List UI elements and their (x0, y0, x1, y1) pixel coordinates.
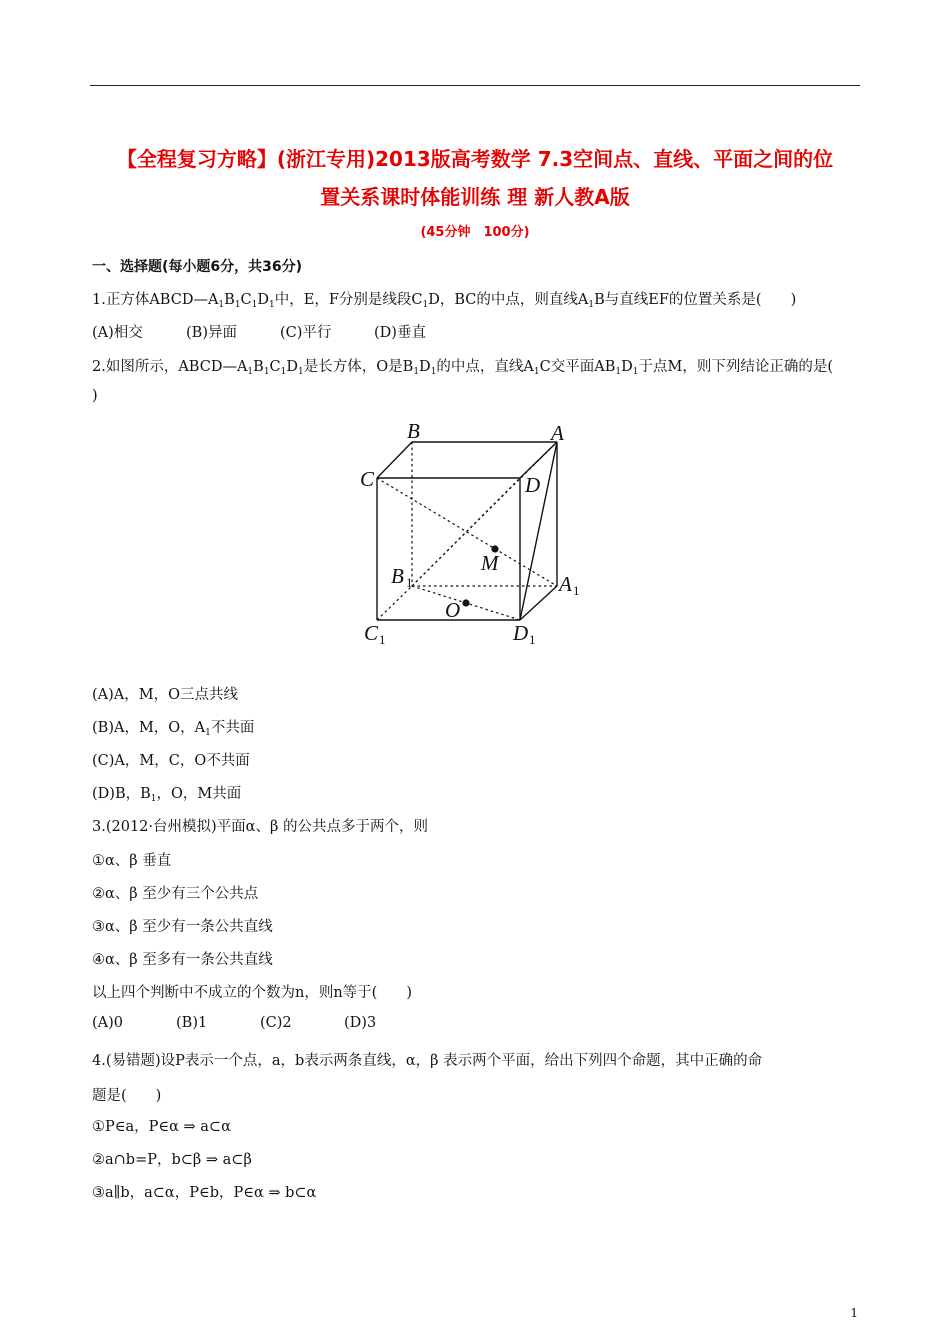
cuboid-diagram (355, 418, 595, 650)
hidden-edge-C1-B1 (377, 586, 412, 620)
label-A1: A (559, 572, 572, 596)
option-b[interactable]: (B)异面 (186, 325, 237, 341)
label-B1-sub: 1 (406, 575, 413, 590)
question-1-stem: 1.正方体$ABCD—A_1B_1C_1D_1$中，E，F分别是线段$C_1D$，BC的中点，则直线$A_1B$与直线EF的位置关系是( ) (92, 292, 797, 310)
question-2-option-d[interactable]: (D)B，$B_1$，O，M共面 (92, 786, 242, 804)
label-A1-sub: 1 (573, 583, 580, 598)
question-3-options (92, 1015, 376, 1031)
label-A: A (551, 421, 564, 445)
question-3-item-4: ④α、β 至多有一条公共直线 (92, 952, 273, 968)
option-c[interactable]: (C)平行 (280, 325, 332, 341)
page-number: 1 (850, 1306, 858, 1320)
section-heading: 一、选择题(每小题6分，共36分) (92, 259, 303, 275)
question-4-stem: 4.(易错题)设P表示一个点，a，b表示两条直线，α，β 表示两个平面，给出下列四个命题，其中正确的命 (92, 1053, 763, 1069)
question-1-options (92, 321, 426, 342)
question-2-stem: 2.如图所示，$ABCD—A_1B_1C_1D_1$是长方体，O是$B_1D_1$的中点，直线$A_1C$交平面$AB_1D_1$于点M，则下列结论正确的是( (92, 359, 833, 377)
point-O (462, 599, 469, 606)
option-d[interactable]: (D)垂直 (374, 325, 426, 341)
label-D1: D (513, 621, 529, 645)
label-D: D (525, 473, 541, 497)
label-O: O (445, 598, 461, 622)
edge-C-B (377, 442, 412, 478)
question-3-question: 以上四个判断中不成立的个数为n，则n等于( ) (92, 985, 412, 1001)
option-d[interactable]: (D)3 (344, 1015, 377, 1031)
label-M: M (481, 551, 499, 575)
question-4-stem-cont: 题是( ) (92, 1088, 162, 1104)
label-C1: C (364, 621, 379, 645)
question-2-option-b[interactable]: (B)A，M，O，$A_1$不共面 (92, 720, 255, 738)
time-score-subtitle: (45分钟 100分) (420, 225, 530, 240)
option-a[interactable]: (A)相交 (92, 325, 143, 341)
label-C1-sub: 1 (379, 632, 386, 647)
question-4-item-2: ②a∩b=P，b⊂β ⇒ a⊂β (92, 1152, 252, 1168)
label-D1-sub: 1 (529, 632, 536, 647)
label-B1: B (391, 564, 404, 588)
option-b[interactable]: (B)1 (176, 1015, 208, 1031)
option-c[interactable]: (C)2 (260, 1015, 292, 1031)
title-line-2: 置关系课时体能训练 理 新人教A版 (320, 185, 630, 209)
header-rule (90, 85, 860, 86)
question-3-item-3: ③α、β 至少有一条公共直线 (92, 919, 273, 935)
question-2-option-a[interactable]: (A)A，M，O三点共线 (92, 687, 238, 703)
question-2-stem-end: ) (92, 388, 98, 404)
document-title (80, 140, 870, 216)
label-B: B (407, 419, 420, 443)
cuboid-figure (355, 418, 595, 650)
label-C: C (360, 467, 375, 491)
edge-A-D1 (520, 442, 557, 620)
question-3-item-1: ①α、β 垂直 (92, 853, 172, 869)
title-line-1: 【全程复习方略】(浙江专用)2013版高考数学 7.3空间点、直线、平面之间的位 (116, 147, 834, 171)
option-a[interactable]: (A)0 (92, 1015, 124, 1031)
question-4-item-3: ③a∥b，a⊂α，P∈b，P∈α ⇒ b⊂α (92, 1185, 317, 1201)
question-4-item-1: ①P∈a，P∈α ⇒ a⊂α (92, 1119, 231, 1135)
question-3-item-2: ②α、β 至少有三个公共点 (92, 886, 259, 902)
question-2-option-c[interactable]: (C)A，M，C，O不共面 (92, 753, 250, 769)
question-3-stem: 3.(2012·台州模拟)平面α、β 的公共点多于两个，则 (92, 819, 428, 835)
